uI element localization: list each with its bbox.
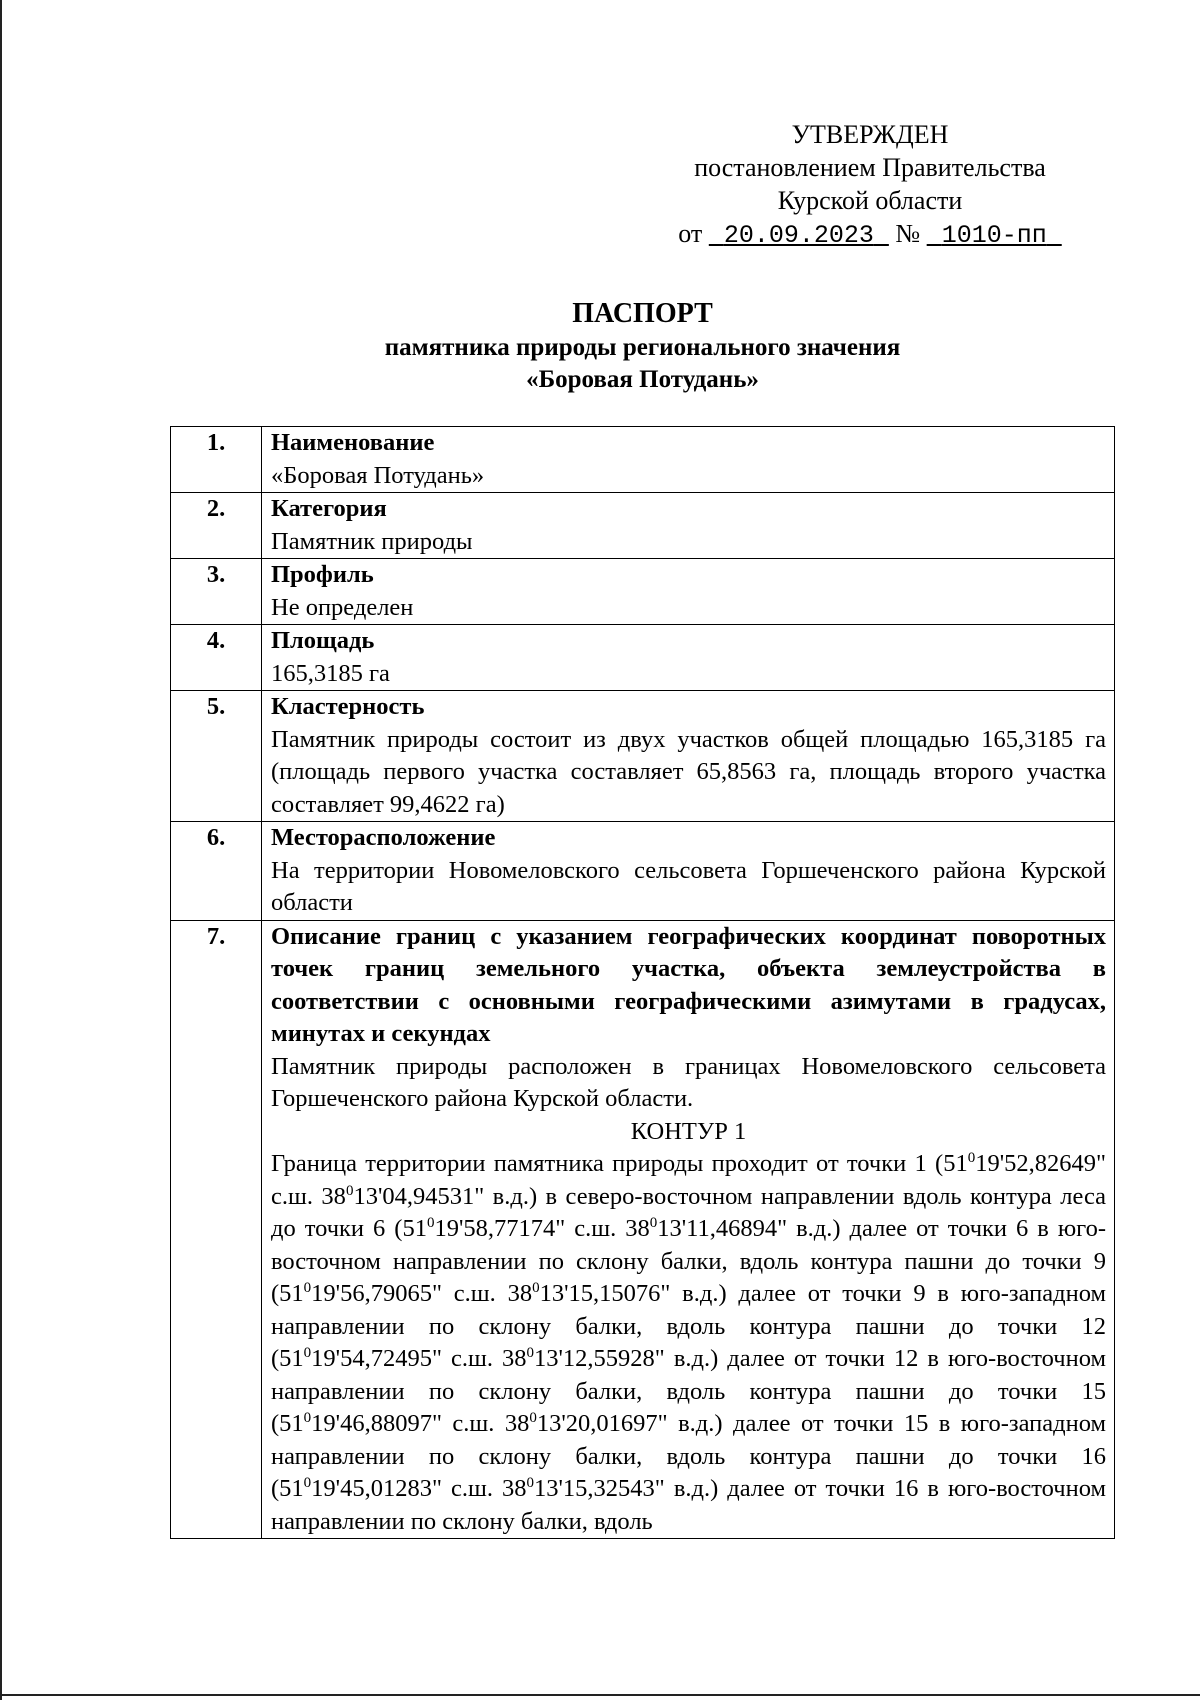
degree-superscript: 0: [426, 1214, 435, 1231]
number-value: 1010-пп: [941, 221, 1047, 250]
row-heading: Наименование: [271, 429, 435, 456]
degree-superscript: 0: [526, 1474, 535, 1491]
row-text: На территории Новомеловского сельсовета Горшеченского района Курской области: [271, 856, 1106, 916]
degree-superscript: 0: [529, 1409, 537, 1426]
row-text: «Боровая Потудань»: [271, 461, 485, 489]
row-heading: Кластерность: [271, 693, 425, 720]
degree-superscript: 0: [345, 1182, 354, 1199]
row-number: 6.: [171, 822, 262, 921]
contour-description: Граница территории памятника природы проходит от точки 1 ($51^019'52,82649$" с.ш. $38^013'04,94531$" в.д.) в северо-восточном направлении вдоль контура леса до точки 6 ($51^019'58,77174$" с.ш. $38^013'11,46894$" в.д.) далее от точки 6 в юго-восточном направлении по склону балки, вдоль контура пашни до точки 9 ($51^019'56,79065$" с.ш. $38^013'15,15076$" в.д.) далее от точки 9 в юго-западном направлении по склону балки, вдоль контура пашни до точки 12 ($51^019'54,72495$" с.ш. $38^013'12,55928$" в.д.) далее от точки 12 в юго-восточном направлении по склону балки, вдоль контура пашни до точки 15 ($51^019'46,88097$" с.ш. $38^013'20,01697$" в.д.) далее от точки 15 в юго-западном направлении по склону балки, вдоль контура пашни до точки 16 ($51^019'45,01283$" с.ш. $38^013'15,32543$" в.д.) далее от точки 16 в юго-восточном направлении по склону балки, вдоль: [271, 1149, 1107, 1535]
table-row: [171, 822, 1115, 921]
row-number: 1.: [171, 427, 262, 493]
row-number: 5.: [171, 691, 262, 822]
row-heading: Площадь: [271, 627, 375, 654]
approval-line-region: Курской области: [777, 186, 963, 215]
row-text: 165,3185 га: [271, 659, 390, 687]
degree-superscript: 0: [532, 1279, 540, 1296]
degree-superscript: 0: [303, 1409, 312, 1426]
approval-date-number: [640, 217, 1100, 252]
row-heading: Описание границ с указанием географических координат поворотных точек границ земельного участка, объекта землеустройства в соответствии с основными географическими азимутами в градусах, минутах и секундах: [271, 922, 1106, 1047]
degree-superscript: 0: [649, 1214, 658, 1231]
row-text: Памятник природы: [271, 527, 473, 555]
approval-heading: УТВЕРЖДЕН: [791, 120, 949, 149]
row-content: [262, 625, 1115, 691]
degree-superscript: 0: [303, 1344, 312, 1361]
row-content: [262, 691, 1115, 822]
row-text: Памятник природы состоит из двух участков общей площадью 165,3185 га (площадь первого участка составляет 65,8563 га, площадь второго участка составляет 99,4622 га): [271, 725, 1106, 818]
row-content: [262, 920, 1115, 1539]
date-value: 20.09.2023: [723, 221, 874, 250]
table-row: [171, 920, 1115, 1539]
row-heading: Профиль: [271, 561, 374, 588]
row-heading: Месторасположение: [271, 824, 496, 851]
title-object-name: «Боровая Потудань»: [526, 366, 759, 393]
table-row: [171, 427, 1115, 493]
date-prefix: от: [678, 219, 703, 248]
page-edge-left: [0, 0, 2, 1700]
table-row: [171, 691, 1115, 822]
approval-stamp: [640, 118, 1100, 252]
contour-heading: КОНТУР 1: [630, 1117, 747, 1145]
row-text: Памятник природы расположен в границах Новомеловского сельсовета Горшеченского района Курской области.: [271, 1052, 1106, 1112]
row-content: [262, 427, 1115, 493]
passport-table: [170, 426, 1115, 1539]
row-heading: Категория: [271, 495, 387, 522]
row-content: [262, 559, 1115, 625]
number-prefix: №: [895, 219, 921, 248]
document-title: [170, 296, 1115, 396]
table-row: [171, 493, 1115, 559]
table-row: [171, 625, 1115, 691]
approval-line-government: постановлением Правительства: [694, 153, 1046, 182]
row-number: 4.: [171, 625, 262, 691]
table-row: [171, 559, 1115, 625]
row-content: [262, 493, 1115, 559]
page-edge-bottom: [0, 1694, 1200, 1696]
row-content: [262, 822, 1115, 921]
row-number: 7.: [171, 920, 262, 1539]
degree-superscript: 0: [526, 1344, 535, 1361]
degree-superscript: 0: [303, 1279, 312, 1296]
degree-superscript: 0: [967, 1149, 976, 1166]
row-number: 2.: [171, 493, 262, 559]
title-subtitle: памятника природы регионального значения: [384, 334, 901, 361]
title-main: ПАСПОРТ: [572, 298, 713, 329]
row-text: Не определен: [271, 593, 414, 621]
degree-superscript: 0: [303, 1474, 312, 1491]
row-number: 3.: [171, 559, 262, 625]
